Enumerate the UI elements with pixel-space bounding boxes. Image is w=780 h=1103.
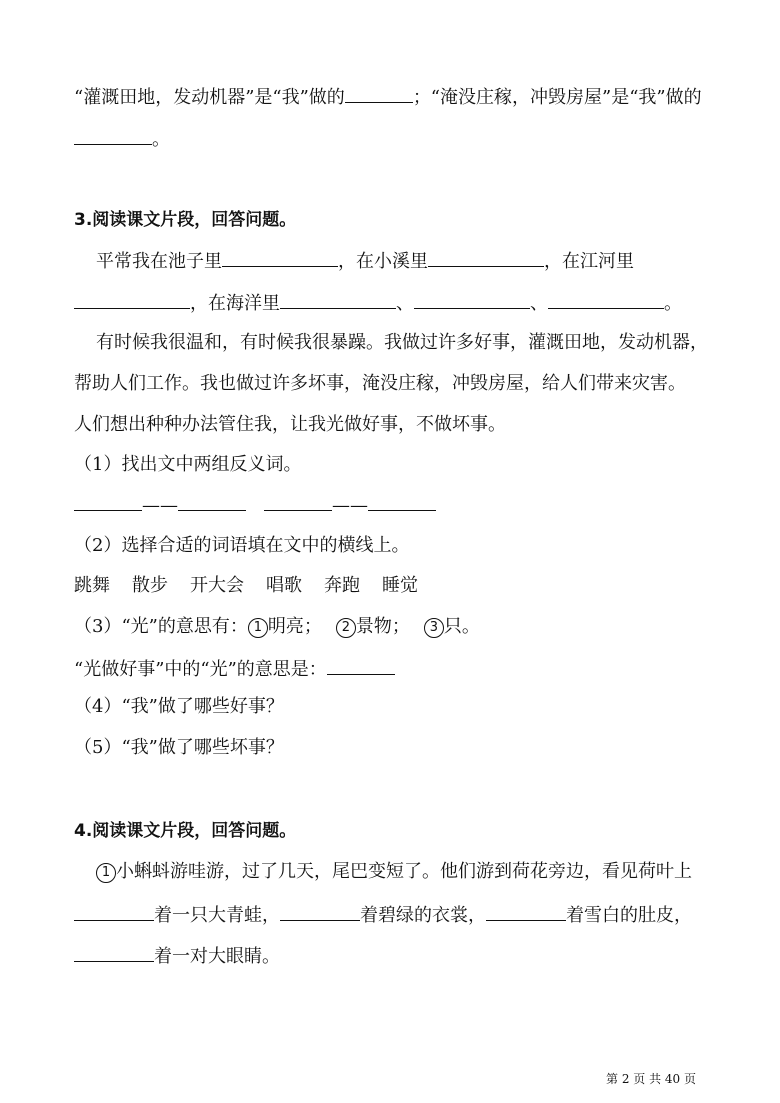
word-option: 散步 <box>132 575 168 596</box>
text: ，在海洋里 <box>190 293 280 314</box>
q3-sub3-answer <box>74 656 395 682</box>
answer-blank[interactable] <box>222 248 338 267</box>
text: “光做好事”中的“光”的意思是： <box>74 659 327 680</box>
q3-word-bank <box>74 574 418 598</box>
text: 着一对大眼睛。 <box>154 946 280 967</box>
circled-number: 1 <box>248 618 268 638</box>
answer-blank[interactable] <box>74 902 154 921</box>
text: 明亮； <box>267 616 322 637</box>
answer-blank[interactable] <box>280 902 360 921</box>
q3-sub4: （4）“我”做了哪些好事？ <box>74 696 284 717</box>
word-option: 跳舞 <box>74 575 110 596</box>
answer-blank[interactable] <box>414 290 530 309</box>
answer-blank[interactable] <box>327 656 395 675</box>
circled-number: 2 <box>336 618 356 638</box>
text: （3）“光”的意思有： <box>74 616 248 637</box>
answer-blank[interactable] <box>74 492 142 511</box>
text: 、 <box>396 293 414 314</box>
word-option: 开大会 <box>190 575 244 596</box>
text: ；“淹没庄稼，冲毁房屋”是“我”做的 <box>412 87 702 108</box>
answer-blank[interactable] <box>428 248 544 267</box>
text: 。 <box>152 129 170 150</box>
text: 小蝌蚪游哇游，过了几天，尾巴变短了。他们游到荷花旁边，看见荷叶上 <box>116 861 692 882</box>
text: ，在江河里 <box>544 251 634 272</box>
text: 。 <box>664 293 682 314</box>
circled-number: 3 <box>424 618 444 638</box>
q4-passage-line-1 <box>96 860 692 884</box>
text: 着雪白的肚皮， <box>566 905 692 926</box>
text: ，在小溪里 <box>338 251 428 272</box>
text: —— <box>142 495 178 516</box>
word-option: 奔跑 <box>324 575 360 596</box>
q3-heading: 3.阅读课文片段，回答问题。 <box>74 210 297 230</box>
q4-passage-line-3 <box>74 943 280 969</box>
text: 、 <box>530 293 548 314</box>
answer-blank[interactable] <box>548 290 664 309</box>
q4-passage-line-2 <box>74 902 692 928</box>
q3-passage-p2-line-3: 人们想出种种办法管住我，让我光做好事，不做坏事。 <box>74 414 506 435</box>
word-option: 唱歌 <box>266 575 302 596</box>
q3-passage-p2-line-1: 有时候我很温和，有时候我很暴躁。我做过许多好事，灌溉田地，发动机器， <box>96 332 708 353</box>
q2-tail-line-2 <box>74 126 170 152</box>
text: 景物； <box>355 616 410 637</box>
text: 着一只大青蛙， <box>154 905 280 926</box>
answer-blank[interactable] <box>178 492 246 511</box>
answer-blank[interactable] <box>280 290 396 309</box>
q3-sub1: （1）找出文中两组反义词。 <box>74 454 302 475</box>
q3-antonym-blanks <box>74 492 436 518</box>
q2-tail-line-1 <box>74 84 702 110</box>
answer-blank[interactable] <box>486 902 566 921</box>
q3-passage-line-1 <box>96 248 634 274</box>
answer-blank[interactable] <box>368 492 436 511</box>
q3-passage-line-2 <box>74 290 682 316</box>
q3-passage-p2-line-2: 帮助人们工作。我也做过许多坏事，淹没庄稼，冲毁房屋，给人们带来灾害。 <box>74 373 686 394</box>
answer-blank[interactable] <box>74 943 154 962</box>
page-footer: 第 2 页 共 40 页 <box>606 1072 696 1086</box>
word-option: 睡觉 <box>382 575 418 596</box>
text: 着碧绿的衣裳， <box>360 905 486 926</box>
answer-blank[interactable] <box>345 84 413 103</box>
answer-blank[interactable] <box>264 492 332 511</box>
q3-sub2: （2）选择合适的词语填在文中的横线上。 <box>74 535 410 556</box>
text: 平常我在池子里 <box>96 251 222 272</box>
q3-sub3 <box>74 615 480 639</box>
answer-blank[interactable] <box>74 290 190 309</box>
circled-number: 1 <box>96 863 116 883</box>
answer-blank[interactable] <box>74 126 152 145</box>
q3-sub5: （5）“我”做了哪些坏事？ <box>74 737 284 758</box>
q4-heading: 4.阅读课文片段，回答问题。 <box>74 821 297 841</box>
text: —— <box>332 495 368 516</box>
text: 只。 <box>443 616 480 637</box>
text: “灌溉田地，发动机器”是“我”做的 <box>74 87 345 108</box>
